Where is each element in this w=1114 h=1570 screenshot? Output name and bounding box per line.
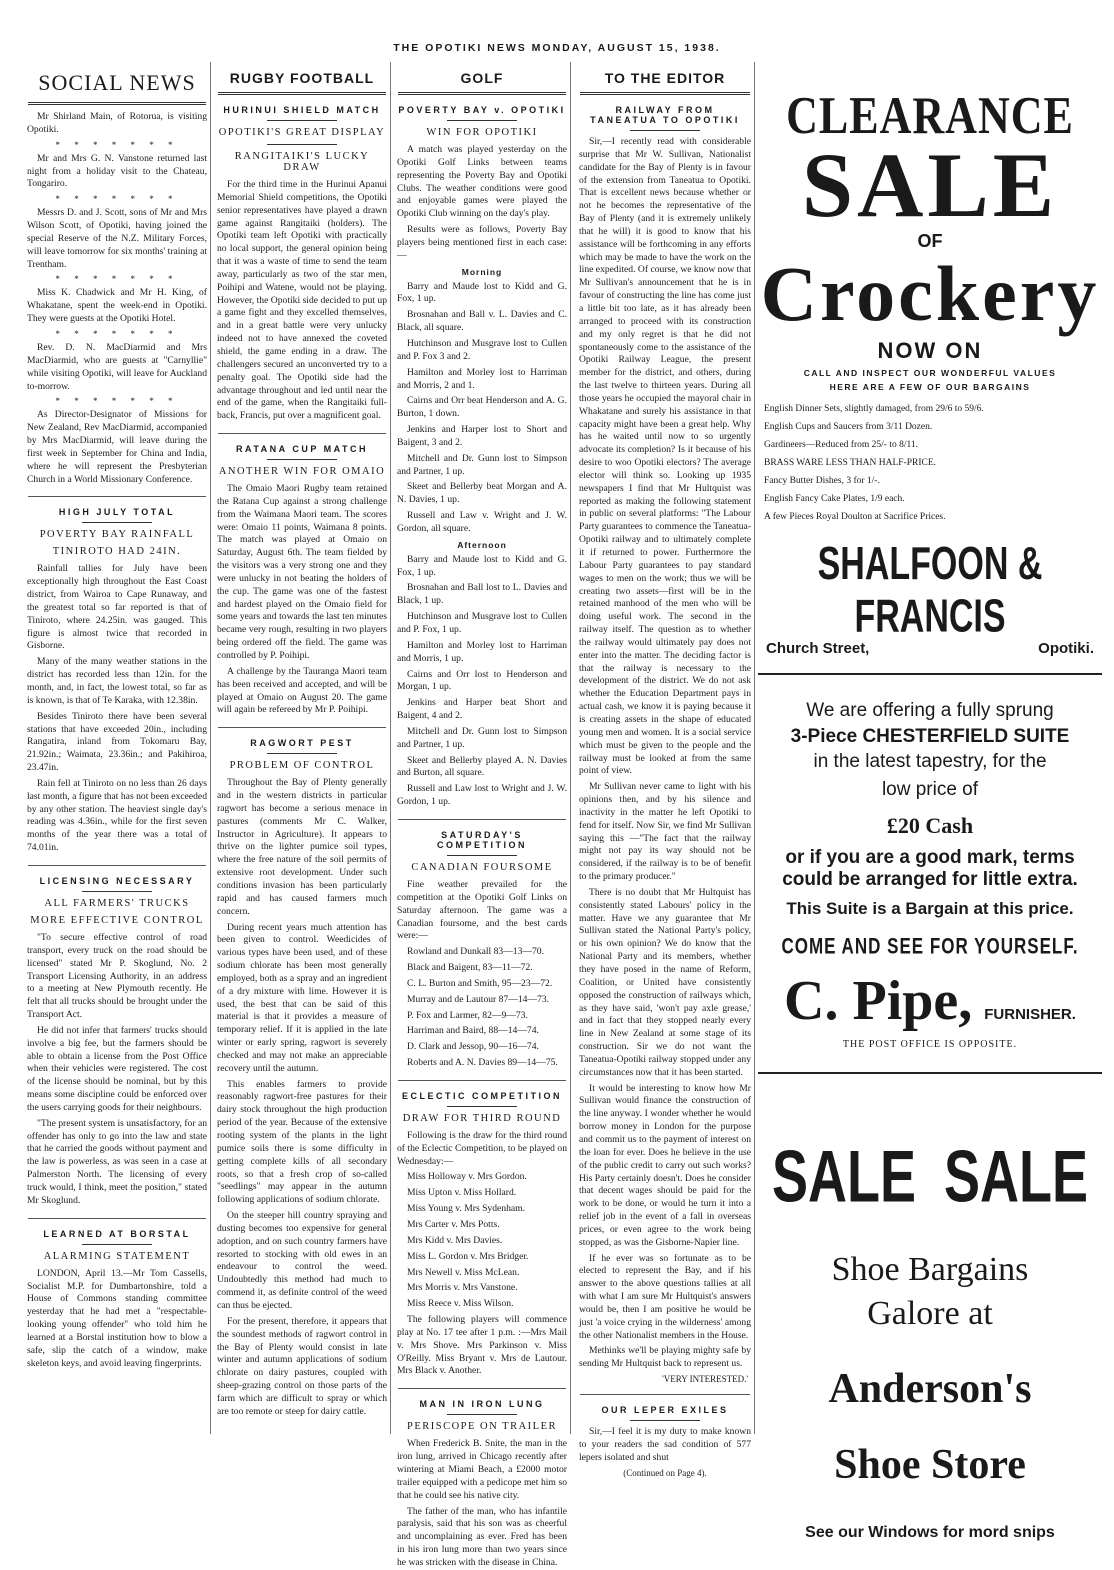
leper-heading: OUR LEPER EXILES: [601, 1405, 729, 1416]
golf-result: Cairns and Orr beat Henderson and A. G. Burton, 1 down.: [397, 395, 567, 420]
social-item: As Director-Designator of Missions for New Zealand, Rev MacDiarmid, accompanied by Mrs MacDiarmid, will leave during the first week in September for China and India, where he will represent the Presbyterian Church in a World Missionary Conference.: [27, 409, 207, 485]
sale-word-right: SALE: [943, 1136, 1089, 1218]
saturday-paragraph: Fine weather prevailed for the competition at the Opotiki Golf Links on Saturday afternoon. The game was a Canadian foursome, and the best cards were:—: [397, 878, 567, 942]
editor-title: TO THE EDITOR: [580, 62, 750, 95]
section-rule: [218, 433, 386, 434]
eclectic-draw: Mrs Kidd v. Mrs Davies.: [407, 1234, 503, 1246]
golf-paragraph: A match was played yesterday on the Opotiki Golf Links between teams representing the Poverty Bay and Opotiki Clubs. The weather conditions were good and enjoyable games were played the Opotiki Club winning on the day's play.: [397, 144, 567, 220]
rainfall-paragraph: Many of the many weather stations in the district has recorded less than 12in. for the month, and, in fact, the lowest total, so far as is known, is that of Te Karaka, with 12.38in.: [27, 656, 207, 706]
bargain-item: English Cups and Saucers from 3/11 Dozen.: [764, 422, 933, 433]
saturday-heading: SATURDAY'S COMPETITION: [437, 829, 527, 850]
bargains-line: HERE ARE A FEW OF OUR BARGAINS: [829, 382, 1031, 392]
golf-result: Hamilton and Morley lost to Harriman and Morris, 2 and 1.: [397, 366, 567, 391]
rainfall-subheading-2: TINIROTO HAD 24IN.: [52, 546, 182, 558]
letter-paragraph: Methinks we'll be playing mighty safe by sending Mr Hultquist back to represent us.: [579, 1345, 751, 1370]
golf-subheading-2: WIN FOR OPOTIKI: [426, 127, 538, 138]
offer-line: low price of: [881, 779, 979, 801]
shoe-store-name: Shoe Store: [834, 1441, 1026, 1488]
letter-paragraph: If he ever was so fortunate as to be elected to represent the Bay, and if his answer to the above questions tallies at all with what I am sure Mr Hultquist's answers would be, then I am positive he would be just 'a voice crying in the wilderness' among the other Nationalist members in the House.: [579, 1252, 751, 1341]
bargain-list: [764, 400, 1096, 526]
now-on-label: NOW ON: [877, 338, 983, 363]
furnisher-label: FURNISHER.: [984, 1005, 1076, 1023]
borstal-heading: LEARNED AT BORSTAL: [43, 1228, 191, 1239]
social-item: Miss K. Chadwick and Mr H. King, of Whakatane, spent the week-end in Opotiki. They were guests at the Opotiki Hotel.: [27, 287, 207, 325]
heading-rule: [267, 459, 337, 460]
star-divider: * * * * * * *: [55, 396, 179, 407]
golf-result: Mitchell and Dr. Gunn lost to Simpson and Partner, 1 up.: [397, 452, 567, 477]
social-news-title: SOCIAL NEWS: [28, 62, 206, 105]
column-golf: [394, 62, 571, 1568]
ratana-subheading: ANOTHER WIN FOR OMAIO: [218, 466, 386, 478]
bargain-item: Gardineers—Reduced from 25/- to 8/11.: [764, 440, 918, 451]
golf-result: Hutchinson and Musgrave lost to Cullen and P. Fox, 1 up.: [397, 611, 567, 635]
ragwort-heading: RAGWORT PEST: [250, 738, 354, 749]
borstal-subheading: ALARMING STATEMENT: [43, 1250, 191, 1262]
pipe-name: C. Pipe,: [784, 969, 973, 1032]
section-rule: [580, 1394, 750, 1395]
rainfall-paragraph: Rain fell at Tiniroto on no less than 26 days last month, a figure that has not been exceeded by any other station. The heaviest single day's reading was 4.36in., while for the first seven months of the year there was a total of 74.01in.: [27, 777, 207, 854]
eclectic-draw: Miss L. Gordon v. Mrs Bridger.: [407, 1250, 529, 1262]
borstal-paragraph: LONDON, April 13.—Mr Tom Cassells, Socialist M.P. for Dumbartonshire, told a House of Commons standing committee yesterday that he had met a "respectable-looking young offender" who told him he learned at a Borstal institution how to blow a safe, slip the catch of a window, make skeleton keys, and avoid leaving fingerprints.: [27, 1267, 207, 1369]
ratana-heading: RATANA CUP MATCH: [236, 444, 368, 455]
street-name: Church Street,: [766, 640, 870, 658]
licensing-paragraph: "The present system is unsatisfactory, for an offender has only to go into the law and state that he carried the goods without payment and the law is powerless, as was seen in a case at Palmerston North. The licensing of every truck would, I think, meet the position," stated Mr Skoglund.: [27, 1117, 207, 1206]
iron-lung-paragraph: The father of the man, who has infantile paralysis, said that his son was as cheerful and uncomplaining as ever. Fred has been in his iron lung more than two years since he was stricken with the disease in China.: [397, 1505, 567, 1568]
rugby-paragraph: For the third time in the Hurinui Apanui Memorial Shield competitions, the Opotiki senior representatives have played a drawn game against Rangitaiki (holders). The Opotiki team left Opotiki with practically no local support, the general opinion being that it was a waste of time to send the team away, particularly as two of the star men, Poihipi and Watene, would not be playing. However, the Opotiki side decided to put up a game fight and they excelled themselves, and in a great battle were very unlucky indeed not to have annexed the coveted shield, the game ending in a draw. The challengers secured an unconverted try to a penalty goal. The Opotiki side had the advantage throughout and led until near the end of the game, when the Rangitaiki full-back, Francis, put over a magnificent goal.: [217, 179, 387, 422]
saturday-score: Black and Baigent, 83—11—72.: [407, 962, 533, 974]
golf-result: Skeet and Bellerby beat Morgan and A. N. Davies, 1 up.: [397, 481, 567, 506]
licensing-heading: LICENSING NECESSARY: [39, 875, 195, 886]
saturday-subheading: CANADIAN FOURSOME: [411, 861, 553, 873]
social-item: Mr and Mrs G. N. Vanstone returned last night from a holiday visit to the Chateau, Tongariro.: [27, 152, 207, 190]
golf-result: Hutchinson and Musgrave lost to Cullen and P. Fox 3 and 2.: [397, 337, 567, 362]
letter-paragraph: It would be interesting to know how Mr Sullivan would finance the construction of the line anyway. I wonder whether he would borrow money in London for the purpose and commit us to the payment of interest on the loan for ever. Does he believe in the use of the public credit to carry out such works? His Party certainly doesn't. Does he consider that decent wages should be paid for the work to be done, or would he turn it into a relief job in the event of a fall in overseas prices, or even agree to the work being stopped, as was the Gisborne-Napier line.: [579, 1082, 751, 1248]
inspect-values-line: CALL AND INSPECT OUR WONDERFUL VALUES: [803, 368, 1057, 378]
licensing-paragraph: "To secure effective control of road transport, every truck on the road should be licensed" stated Mr P. Skoglund, No. 2 Transport Licensing Authority, in an address to a meeting at New Plymouth recently. He felt that all trucks should be brought under the Transport Act.: [27, 931, 207, 1021]
bargain-line: This Suite is a Bargain at this price.: [786, 898, 1074, 918]
letter-paragraph: Sir,—I recently read with considerable surprise that Mr W. Sullivan, Nationalist candidate for the Bay of Plenty is in favour of the extension from Taneatua to Opotiki. That is excellent news because whether or not he becomes the representative of the Bay of Plenty (and it is extremely unlikely that he will) it is good to know that his assistance will be forthcoming in any efforts which may be made to have the work on the line expedited. Of course, we know now that Mr Sullivan's announcement that he is in favour of constructing the line has come just a little bit too late, as it has already been arranged to proceed with its construction and my only regret is that he did not spontaneously come to the assistance of the Opotiki Railway League, the present member for the district, and others, during the last twelve to thirteen years. During all those years he occupied the mayoral chair in Whakatane and surely his assistance in that capacity might have been a great help. Why has he waited until now to so urgently advocate its completion? Is it because of his desire to woo Opotiki electors? The average elector will think so. Looking up 1935 newspapers I find that Mr Hultquist was reported as making the following statement in public on several platforms: "The Labour Party guarantees to commence the Taneatua-Opotiki railway and to ultimately complete it if returned to power. Furthermore the Labour Party guarantees to pay standard wages to men on the work; thus we will be creating two assets—first will be in the retained manhood of the men who will be doing useful work. The second in the railway itself. The question as to whether the railway would ultimately pay does not enter into the matter. The deciding factor is that the railway is necessary to the development of the district. We do not ask whether the Education Department pays in actual cash, we know it is paying because it is creating assets in the shape of educated young men and women. It is a social service which must be given to the people and the railway must be looked at from the same point of view.: [579, 136, 751, 777]
terms-line: could be arranged for little extra.: [782, 868, 1078, 890]
golf-result: Barry and Maude lost to Kidd and G. Fox, 1 up.: [397, 553, 567, 578]
licensing-paragraph: He did not infer that farmers' trucks should involve a big fee, but the farmers should be able to obtain a license from the Post Office when their vehicles were registered. The cost of the license should be nominal, but by this means some discipline could be enforced over the users carrying goods for their neighbours.: [27, 1024, 207, 1113]
heading-rule: [630, 1420, 700, 1421]
social-item: Messrs D. and J. Scott, sons of Mr and Mrs Wilson Scott, of Opotiki, having joined the special Reserve of the N.Z. Military Forces, will leave tomorrow for six months' training at Trentham.: [27, 207, 207, 270]
eclectic-draw: Mrs Morris v. Mrs Vanstone.: [407, 1282, 518, 1294]
railway-heading: RAILWAY FROM TANEATUA TO OPOTIKI: [590, 105, 740, 125]
eclectic-paragraph: The following players will commence play at No. 17 tee after 1 p.m. :—Mrs Mail v. Mrs Shove. Mrs Parkinson v. Miss O'Reilly. Miss Bryant v. Mrs de Lautour. Mrs Black v. Another.: [397, 1314, 567, 1377]
heading-rule: [630, 130, 700, 131]
afternoon-heading: Afternoon: [457, 539, 507, 550]
saturday-score: Harriman and Baird, 88—14—74.: [407, 1025, 539, 1037]
golf-result: Mitchell and Dr. Gunn lost to Simpson and Partner, 1 up.: [397, 725, 567, 750]
golf-result: Russell and Law lost to Wright and J. W. Gordon, 1 up.: [397, 783, 567, 808]
shoe-sale-ad: [758, 1074, 1102, 1542]
iron-lung-subheading: PERISCOPE ON TRAILER: [407, 1421, 557, 1433]
eclectic-draw: Mrs Carter v. Mrs Potts.: [407, 1219, 500, 1230]
column-social-news: [24, 62, 211, 1434]
star-divider: * * * * * * *: [55, 328, 179, 339]
offer-line: We are offering a fully sprung: [806, 700, 1054, 722]
offer-line-bold: 3-Piece CHESTERFIELD SUITE: [790, 725, 1070, 747]
heading-rule: [82, 522, 152, 523]
ragwort-paragraph: On the steeper hill country spraying and dusting becomes too expensive for general adoption, and on such country farmers have resorted to stocking with old ewes in an endeavour to control the weed. Undoubtedly this method had much to commend it, as definite control of the weed can thus be ejected.: [217, 1210, 387, 1311]
ragwort-paragraph: This enables farmers to provide reasonably ragwort-free pastures for their dairy stock throughout the high production period of the year. Because of the extensive rooting system of the plants in the light pumice soils there is some difficulty in getting complete kills of all secondary roots, so that a fresh crop of so-called "seedlings" may appear in the autumn following applications of sodium chlorate.: [217, 1078, 387, 1206]
heading-rule: [267, 144, 337, 145]
heading-rule: [447, 1414, 517, 1415]
golf-result: Jenkins and Harper beat Short and Baigent, 4 and 2.: [397, 697, 567, 722]
letter-paragraph: Mr Sullivan never came to light with his opinions then, and by his silence and inactivity in the matter he left Opotiki to fend for itself. Now Sir, we find Mr Sullivan saying this —"The fact that the railway might not pay its way should not be considered, if the railway is to be of benefit to the primary producer.": [579, 781, 751, 883]
eclectic-draw: Miss Upton v. Miss Hollard.: [407, 1187, 517, 1199]
golf-paragraph: Results were as follows, Poverty Bay players being mentioned first in each case:—: [397, 224, 567, 261]
licensing-subheading-2: MORE EFFECTIVE CONTROL: [30, 914, 204, 926]
star-divider: * * * * * * *: [55, 139, 179, 150]
eclectic-draw: Mrs Newell v. Miss McLean.: [407, 1266, 520, 1278]
of-word: OF: [917, 231, 943, 251]
rugby-subheading: HURINUI SHIELD MATCH: [223, 105, 381, 115]
letter-signature: 'VERY INTERESTED.': [662, 1374, 748, 1385]
post-office-note: THE POST OFFICE IS OPPOSITE.: [842, 1038, 1018, 1050]
golf-result: Brosnahan and Ball lost to L. Davies and Black, 1 up.: [397, 582, 567, 607]
section-rule: [28, 1218, 206, 1219]
column-rugby: [214, 62, 391, 1434]
golf-result: Barry and Maude lost to Kidd and G. Fox, 1 up.: [397, 280, 567, 305]
anderson-name: Anderson's: [828, 1365, 1032, 1412]
morning-heading: Morning: [461, 266, 503, 277]
iron-lung-heading: MAN IN IRON LUNG: [419, 1399, 545, 1410]
heading-rule: [267, 753, 337, 754]
golf-title: GOLF: [398, 62, 566, 95]
golf-subheading: POVERTY BAY v. OPOTIKI: [398, 105, 566, 115]
heading-rule: [82, 891, 152, 892]
section-rule: [398, 819, 566, 820]
star-divider: * * * * * * *: [55, 274, 179, 285]
section-rule: [398, 1080, 566, 1081]
letter-paragraph: There is no doubt that Mr Hultquist has consistently stated Labours' policy in the matter. Have we any guarantee that Mr Sullivan stated the National Party's policy, or his own opinion? We do know that the National Party and its members, whether they have posed in the name of Reform, Coalition, or United have consistently opposed the construction of railways which, as they have said, 'won't pay axle grease,' and in fact that they stopped nearly every line in New Zealand at some stage of its construction. Sir we do not want the Taneatua-Opotiki railway stopped under any circumstances now that it has been started.: [579, 886, 751, 1078]
heading-rule: [267, 120, 337, 121]
rugby-subheading-3: RANGITAIKI'S LUCKY DRAW: [234, 151, 370, 173]
sale-banner: [758, 1135, 1102, 1219]
terms-line: or if you are a good mark, terms: [785, 846, 1075, 868]
leper-paragraph: Sir,—I feel it is my duty to make known to your readers the sad condition of 577 lepers isolated and shut: [579, 1426, 751, 1463]
column-editor: [576, 62, 755, 1478]
shoe-bargains-line: Shoe Bargains: [831, 1250, 1029, 1288]
heading-rule: [447, 1106, 517, 1107]
licensing-subheading: ALL FARMERS' TRUCKS: [44, 897, 190, 909]
heading-rule: [82, 1244, 152, 1245]
masthead: THE OPOTIKI NEWS MONDAY, AUGUST 15, 1938.: [393, 42, 721, 54]
star-divider: * * * * * * *: [55, 194, 179, 205]
heading-rule: [447, 120, 517, 121]
pipe-furnisher: [758, 969, 1102, 1033]
rainfall-paragraph: Rainfall tallies for July have been exceptionally high throughout the East Coast district, from Wairoa to Cape Runaway, and the greatest total so far reported is that of Tiniroto, where 24.25in. was gauged. This figure is almost twice that recorded in Gisborne.: [27, 563, 207, 652]
crockery-sale-ad: [758, 62, 1102, 675]
ragwort-paragraph: During recent years much attention has been given to control. Weedicides of various types have been used, and of these sodium chlorate has been most generally employed, both as a spray and an ingredient of a dry mixture with lime. However it is used, the best that can be said of this material is that it provides a measure of temporary relief. If it is applied in the late winter or early spring, ragwort is severely checked and may not make an appreciable recovery until the autumn.: [217, 921, 387, 1074]
ragwort-paragraph: Throughout the Bay of Plenty generally and in the western districts in particular ragwort has become a serious menace in pastures (comments Mr C. Walker, Instructor in Agriculture). It appears to thrive on the lighter pumice soil types, where the free nature of the soil permits of extensive root development. Under such conditions invasion has been particularly rapid and has caused farmers much concern.: [217, 777, 387, 917]
rainfall-paragraph: Besides Tiniroto there have been several stations that have exceeded 20in., including Rangatira, inland from Tokomaru Bay, 21.92in.; Waimata, 23.36in.; and Pakihiroa, 23.47in.: [27, 710, 207, 774]
golf-result: Skeet and Bellerby played A. N. Davies and Burton, all square.: [397, 754, 567, 779]
bargain-item: A few Pieces Royal Doulton at Sacrifice Prices.: [764, 512, 946, 523]
crockery-heading: Crockery: [760, 250, 1100, 337]
saturday-score: D. Clark and Jessop, 90—16—74.: [407, 1041, 539, 1053]
ratana-paragraph: The Omaio Maori Rugby team retained the Ratana Cup against a strong challenge from the Waimana Maori team. The scores were: Omaio 11 points, Waimana 8 points. The match was played at Omaio on Saturday, August 6th. The team fielded by the visitors was a very strong one and they were unlucky in not beating the holders of the cup. The game was one of the fastest and hardest played on the Omaio field for some years and towards the last ten minutes became very rough, resulting in two players being ordered off the field. The game was controlled by P. Poihipi.: [217, 483, 387, 661]
eclectic-draw: Miss Reece v. Miss Wilson.: [407, 1298, 514, 1310]
golf-result: Russell and Law v. Wright and J. W. Gordon, all square.: [397, 510, 567, 534]
offer-line: in the latest tapestry, for the: [813, 750, 1047, 772]
galore-line: Galore at: [867, 1294, 993, 1332]
come-and-see-line: COME AND SEE FOR YOURSELF.: [781, 933, 1079, 959]
chesterfield-ad: [758, 675, 1102, 1074]
ratana-paragraph: A challenge by the Tauranga Maori team has been received and accepted, and will be played at Omaio on August 20. The game will again be refereed by Mr P. Poihipi.: [217, 665, 387, 716]
rugby-subheading-2: OPOTIKI'S GREAT DISPLAY: [218, 127, 386, 138]
bargain-item: BRASS WARE LESS THAN HALF-PRICE.: [764, 458, 936, 469]
continued-note: (Continued on Page 4).: [623, 1467, 707, 1478]
saturday-score: Roberts and A. N. Davies 89—14—75.: [407, 1057, 558, 1069]
golf-result: Jenkins and Harper lost to Short and Baigent, 3 and 2.: [397, 424, 567, 448]
rainfall-subheading: POVERTY BAY RAINFALL: [39, 529, 195, 541]
eclectic-paragraph: Following is the draw for the third round of the Eclectic Competition, to be played on Wednesday:—: [397, 1129, 567, 1167]
town-name: Opotiki.: [1038, 640, 1094, 658]
social-item: Mr Shirland Main, of Rotorua, is visiting Opotiki.: [27, 111, 207, 135]
section-rule: [218, 727, 386, 728]
section-rule: [28, 496, 206, 497]
ragwort-paragraph: For the present, therefore, it appears that the soundest methods of ragwort control in the Bay of Plenty would consist in late winter and autumn applications of sodium chlorate on dairy pastures, coupled with sheep-grazing control on those parts of the farm which are difficult to spray or which are too remote or steep for dairy cattle.: [217, 1315, 387, 1417]
rugby-title: RUGBY FOOTBALL: [218, 62, 386, 95]
rainfall-heading: HIGH JULY TOTAL: [58, 507, 176, 518]
saturday-score: P. Fox and Larmer, 82—9—73.: [407, 1009, 528, 1021]
shalfoon-francis-name: SHALFOON & FRANCIS: [817, 538, 1043, 643]
heading-rule: [447, 855, 517, 856]
eclectic-draw: Miss Holloway v. Mrs Gordon.: [407, 1171, 527, 1183]
saturday-score: Rowland and Dunkall 83—13—70.: [407, 946, 544, 958]
saturday-score: C. L. Burton and Smith, 95—23—72.: [407, 977, 553, 989]
golf-result: Hamilton and Morley lost to Harriman and Morris, 1 up.: [397, 639, 567, 664]
ragwort-subheading: PROBLEM OF CONTROL: [229, 760, 375, 772]
eclectic-draw: Miss Young v. Mrs Sydenham.: [407, 1203, 525, 1215]
section-rule: [398, 1388, 566, 1389]
sale-heading: SALE: [801, 134, 1059, 236]
bargain-item: English Fancy Cake Plates, 1/9 each.: [764, 494, 905, 505]
golf-result: Cairns and Orr lost to Henderson and Morgan, 1 up.: [397, 668, 567, 693]
saturday-score: Murray and de Lautour 87—14—73.: [407, 993, 550, 1005]
suite-price: £20 Cash: [886, 812, 974, 838]
bargain-item: English Dinner Sets, slightly damaged, from 29/6 to 59/6.: [764, 404, 984, 414]
sale-word-left: SALE: [771, 1136, 917, 1218]
eclectic-heading: ECLECTIC COMPETITION: [402, 1090, 562, 1101]
section-rule: [28, 865, 206, 866]
windows-line: See our Windows for mord snips: [805, 1523, 1055, 1541]
bargain-item: Fancy Butter Dishes, 3 for 1/-.: [764, 476, 880, 487]
iron-lung-paragraph: When Frederick B. Snite, the man in the iron lung, arrived in Chicago recently after wintering at Miami Beach, a £2000 motor trailer equipped with a pedicope met him so that he could see his native city.: [397, 1438, 567, 1501]
golf-result: Brosnahan and Ball v. L. Davies and C. Black, all square.: [397, 309, 567, 334]
clearance-heading: CLEARANCE: [786, 86, 1074, 145]
eclectic-subheading: DRAW FOR THIRD ROUND: [402, 1112, 562, 1124]
column-advertisements: [758, 62, 1102, 1541]
social-item: Rev. D. N. MacDiarmid and Mrs MacDiarmid, who are guests at "Carnyllie" while visiting Opotiki, will leave for Auckland to-morrow.: [27, 341, 207, 392]
